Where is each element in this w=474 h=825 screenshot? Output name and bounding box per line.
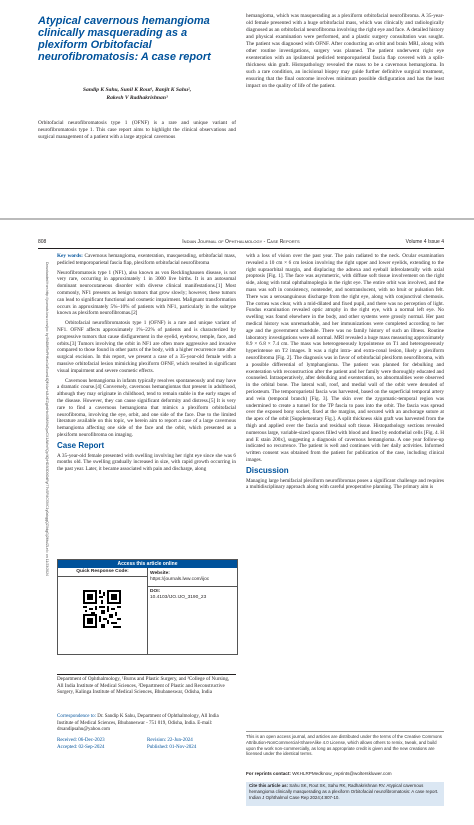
reprints-label: For reprints contact: <box>246 771 291 776</box>
paragraph: with a loss of vision over the past year. The pain radiated to the neck. Ocular examination revealed a 10 cm × 6 cm lesion involving the right upper and lower eyelids, extending to the right supraorbital margin, and displacing the adnexa and eyeball inferolaterally with axial proptosis [Fig. 1]. The face was asymmetric, with diffuse soft tissue involvement on the right side, along with total ophthalmoplegia in the right eye. The entire orbit was involved, and the mass was soft in consistency, nontender, and nontranslucent, with no bruit or pulsation felt. There was a serosanguinous discharge from the right eye, along with conjunctival chemosis. The cornea was clear, with a mid-dilated and fixed pupil, and there was no perception of light. Fundus examination revealed optic atrophy in the right eye, with a normal left eye. No swelling was found elsewhere in the body, and other systems were grossly normal. Her past medical history was unremarkable, and her immunizations were completed according to her age and the government schedule. There was no family history of such an illness. Routine laboratory investigations were all normal. MRI revealed a huge mass measuring approximately 8.9 × 6.8 × 7.4 cm. The mass was heterogeneously hypointense on T1 and heterogeneously hyperintense on T2 images. It was a right intra- and extra-conal lesion, likely a plexiform neurofibroma [Fig. 2]. The diagnosis was in favor of orbitofacial plexiform neurofibroma, with a possible differential of lymphangioma. The patient was planned for debulking and exenteration with reconstruction after the patient and her family were thoroughly educated and counseled. Intraoperatively, after debulking and exenteration, no abnormalities were observed in the orbital bone. The lateral wall, roof, and medial wall of the orbit were denuded of periosteum. The temporoparietal fascia was harvested, based on the superficial temporal artery and vein (temporal branch) [Fig. 3]. The skin over the zygomatic-temporal region was undermined to create a tunnel for the TP fascia to pass into the orbit. The fascia was spread over the exposed bony socket, fixed at the margins, and secured with an anchorage suture at the apex of the orbit [Supplementary Fig.]. A split thickness skin graft was harvested from the thigh and applied over the fascia and residual soft tissue. Histopathology sections revealed numerous large, variable-sized spaces filled with blood and lined by endothelial cells [Fig. 4. H and E stain 200x], suggesting a diagnosis of cavernous hemangioma. A one year follow-up indicated no recurrence. The patient is well and continues with her daily activities. Informed written consent was obtained from the patient for publication of the case, including clinical images. <box>246 253 444 463</box>
right-column <box>246 253 444 494</box>
correspondence-label: Correspondence to: <box>57 714 97 719</box>
access-box-header: Access this article online <box>58 560 237 568</box>
paragraph: Managing large hemifacial plexiform neurofibromas poses a significant challenge and requires a multidisciplinary approach along with careful preoperative planning. The primary aim is <box>246 477 444 491</box>
citation-label: Cite this article as: <box>249 783 289 788</box>
doi-label: DOI: <box>150 589 161 594</box>
revision-date: Revision: 22-Jun-2024 <box>147 738 193 743</box>
citation-box <box>246 782 444 806</box>
divider <box>147 586 237 587</box>
running-head <box>38 239 444 247</box>
paragraph: Orbitofacial neurofibromatosis type 1 (OFNF) is a rare and unique variant of NF1. OFNF affects approximately 1%–22% of patients and is characterized by progressive tumors that cause disfigurement in the eyelid, eyebrow, temple, face, and orbits.[3] Tumors involving the orbit in NF1 are often more aggressive and invasive compared to those found in other parts of the body, with a higher recurrence rate after surgical excision. In this report, we present a case of a 35-year-old female with a massive orbitofacial lesion mimicking plexiform OFNF, which resulted in significant visual impairment and severe cosmetic effects. <box>57 320 236 374</box>
paragraph: A 35-year-old female presented with swelling involving her right eye since she was 6 months old. The swelling gradually increased in size, with rapid growth occurring in the past year. Later, it became associated with pain and discharge, along <box>57 452 236 473</box>
received-date: Received: 06-Dec-2023 <box>57 738 105 743</box>
journal-name: Indian Journal of Ophthalmology - Case Reports <box>182 239 300 245</box>
section-heading-discussion: Discussion <box>246 465 289 475</box>
keywords-label: Key words: <box>57 253 83 259</box>
doi-cell <box>150 589 206 601</box>
authors-line-2: Rakesh V Radhakrishnan³ <box>106 95 168 101</box>
abstract-continued: hemangioma, which was masquerading as a plexiform orbitofacial neurofibroma. A 35-year-old female presented with a huge orbitofacial mass, which was clinically and radiologically diagnosed as an orbitofacial neurofibroma involving the right eye and face. A detailed history and physical examination were performed, and a plastic surgery consultation was sought. The patient was diagnosed with OFNF. After conducting an orbit and brain MRI, along with other routine investigations, surgery was planned. The patient underwent right eye exenteration with an ipsilateral pedicled temporoparietal fascia flap covered with a split-thickness skin graft. Histopathology revealed the mass to be a cavernous hemangioma. In such a rare condition, an incisional biopsy may guide further definitive surgical treatment, ensuring that the final outcome involves minimum possible disfiguration and has the least impact on the quality of life of the patient. <box>246 13 444 90</box>
article-title: Atypical cavernous hemangioma clinically masquerading as a plexiform Orbitofacial neurofibromatosis: A case report <box>38 15 211 63</box>
website-cell <box>150 571 209 583</box>
doi-link[interactable]: 10.4103/IJO.IJO_3190_23 <box>150 595 207 600</box>
citation-text: Sahu SK, Rout SK, Sahu RK, Radhakrishnan RV. Atypical cavernous hemangioma clinically masquerading as a plexiform Orbitofacial neurofibromatosis: A case report. Indian J Ophthalmol Case Rep 2024;4:807-10. <box>249 783 439 800</box>
abstract: Orbitofacial neurofibromatosis type 1 (OFNF) is a rare and unique variant of neurofibromatosis type 1. This case report aims to highlight the clinical observations and surgical management of a patient with a large atypical cavernous <box>38 120 236 141</box>
download-sidebar-text: Downloaded from http://journals.lww.com/ijoc by BhDMf5ePHKav1zEoum1tQfN4a+kJLhEZgbsIHo4XMi0hCywCX1AWnYQp/IlQrHD3i3D0OdRyi7TvSFl4Cf3VC1y0abggQZXdgGj2MwlZLeI= on 11/23/2024 <box>45 262 49 576</box>
page-number: 808 <box>38 239 47 245</box>
keywords-text: Cavernous hemangioma, exenteration, masquerading, orbitofacial mass, pedicled temporoparietal fascia flap, plexiform orbitofacial neurofibroma <box>57 253 236 266</box>
correspondence-text: Dr. Sandip K Sahu, Department of Ophthalmology, All India Institute of Medical Sciences, Bhubaneswar - 751 019, Odisha, India. E-mail: drsandipsahu@yahoo.com <box>57 714 219 732</box>
website-label: Website: <box>150 571 170 576</box>
license-text: This is an open access journal, and articles are distributed under the terms of the Creative Commons Attribution-NonCommercial-ShareAlike 4.0 License, which allows others to remix, tweak, and build upon the work non-commercially, as long as appropriate credit is given and the new creations are licensed under the identical terms. <box>246 734 442 757</box>
qr-code-icon[interactable] <box>83 590 121 628</box>
license-rule <box>246 731 444 732</box>
reprints-contact <box>246 771 444 777</box>
section-heading-case-report: Case Report <box>57 440 105 450</box>
accepted-date: Accepted: 02-Sep-2024 <box>57 745 105 750</box>
affiliations: Department of Ophthalmology, ¹Burns and Plastic Surgery, and ³College of Nursing, All India Institute of Medical Sciences, ²Department of Plastic and Reconstructive Surgery, Kalinga Institute of Medical Sciences, Bhubaneswar, Odisha, India <box>57 676 230 695</box>
authors-line-1: Sandip K Sahu, Sunil K Rout¹, Ranjit K Sahu², <box>82 87 192 93</box>
download-sidebar <box>40 262 50 692</box>
keywords <box>57 253 236 267</box>
paragraph: Cavernous hemangioma in infants typically resolves spontaneously and may have a dramatic course.[4] Conversely, cavernous hemangiomas that present in adulthood, although they may originate in childhood, tend to remain stable in the early stages of the disease. However, they can cause significant deformity and distress.[5] It is very rare to find a cavernous hemangioma that mimics a plexiform orbitofacial neurofibroma, involving the eye, orbit, and one side of the face. Due to the limited literature available on this topic, we herein aim to report a case of a large cavernous hemangioma affecting one side of the face and the orbit, which presented as a plexiform neurofibroma on imaging. <box>57 377 236 438</box>
qr-code-label: Quick Response Code: <box>58 568 148 577</box>
access-article-box <box>57 559 238 655</box>
qr-code-cell <box>58 576 148 654</box>
published-date: Published: 01-Nov-2024 <box>147 745 197 750</box>
affiliation-rule <box>57 674 236 675</box>
author-list <box>38 86 236 102</box>
left-column <box>57 253 236 476</box>
volume-issue: Volume 4 Issue 4 <box>405 239 444 245</box>
reprints-email[interactable]: WKHLRPMedknow_reprints@wolterskluwer.com <box>292 771 392 776</box>
correspondence <box>57 714 236 734</box>
header-rule <box>38 248 444 249</box>
page-separator <box>0 218 474 220</box>
website-link[interactable]: https://journals.lww.com/ijoc <box>150 577 210 582</box>
paragraph: Neurofibromatosis type 1 (NF1), also known as von Recklinghausen disease, is not very rare, occurring in approximately 1 in 3000 live births. It is an autosomal dominant neurocutaneous disorder with diverse clinical manifestations.[1] Most commonly, NF1 presents as benign tumors that grow slowly; however, these tumors can lead to significant functional and cosmetic impairment. Malignant transformation occurs in approximately 5%–10% of patients with NF1, particularly in the subtype known as plexiform neurofibromas.[2] <box>57 269 236 317</box>
